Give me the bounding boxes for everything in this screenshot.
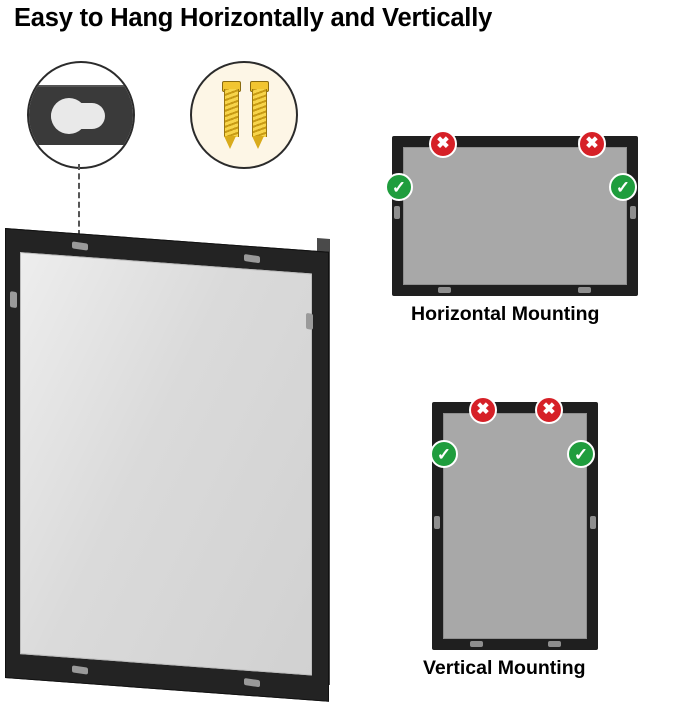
keyhole-hole-icon [51,98,87,134]
glass-reflection [21,253,311,674]
horizontal-mounting-caption: Horizontal Mounting [411,303,600,325]
screws-and-anchors-detail [190,61,298,169]
status-badge-no: ✖ [535,396,563,424]
frame-hanger-clip [72,241,88,250]
status-badge-yes: ✓ [385,173,413,201]
status-badge-no: ✖ [578,130,606,158]
frame-side-clip [434,516,440,529]
frame-side-clip [10,291,17,308]
screw-icon [222,81,239,149]
screw-shaft-icon [224,89,239,137]
status-badge-no: ✖ [429,130,457,158]
screw-tip-icon [224,136,236,149]
status-badge-yes: ✓ [567,440,595,468]
horizontal-mounting-frame [392,136,638,296]
frame-glass [443,413,587,639]
frame-bottom-clip [548,641,561,647]
frame-bottom-clip [72,665,88,674]
frame-bottom-clip [438,287,451,293]
screw-icon [250,81,267,149]
frame-side-clip [394,206,400,219]
frame-side-clip [590,516,596,529]
status-badge-yes: ✓ [430,440,458,468]
frame-side-clip [306,313,313,330]
vertical-mounting-frame [432,402,598,650]
frame-glass [20,252,312,675]
frame-body [5,228,329,702]
vertical-mounting-caption: Vertical Mounting [423,657,586,679]
status-badge-yes: ✓ [609,173,637,201]
status-badge-no: ✖ [469,396,497,424]
screw-shaft-icon [252,89,267,137]
large-picture-frame [5,228,335,683]
frame-side-clip [630,206,636,219]
page-title: Easy to Hang Horizontally and Vertically [14,4,493,32]
screw-tip-icon [252,136,264,149]
callout-leader-line [78,164,80,236]
frame-hanger-clip [244,254,260,263]
keyhole-hanger-detail [27,61,135,169]
hanger-plate-icon [27,85,135,145]
frame-bottom-clip [578,287,591,293]
frame-glass [403,147,627,285]
frame-bottom-clip [470,641,483,647]
